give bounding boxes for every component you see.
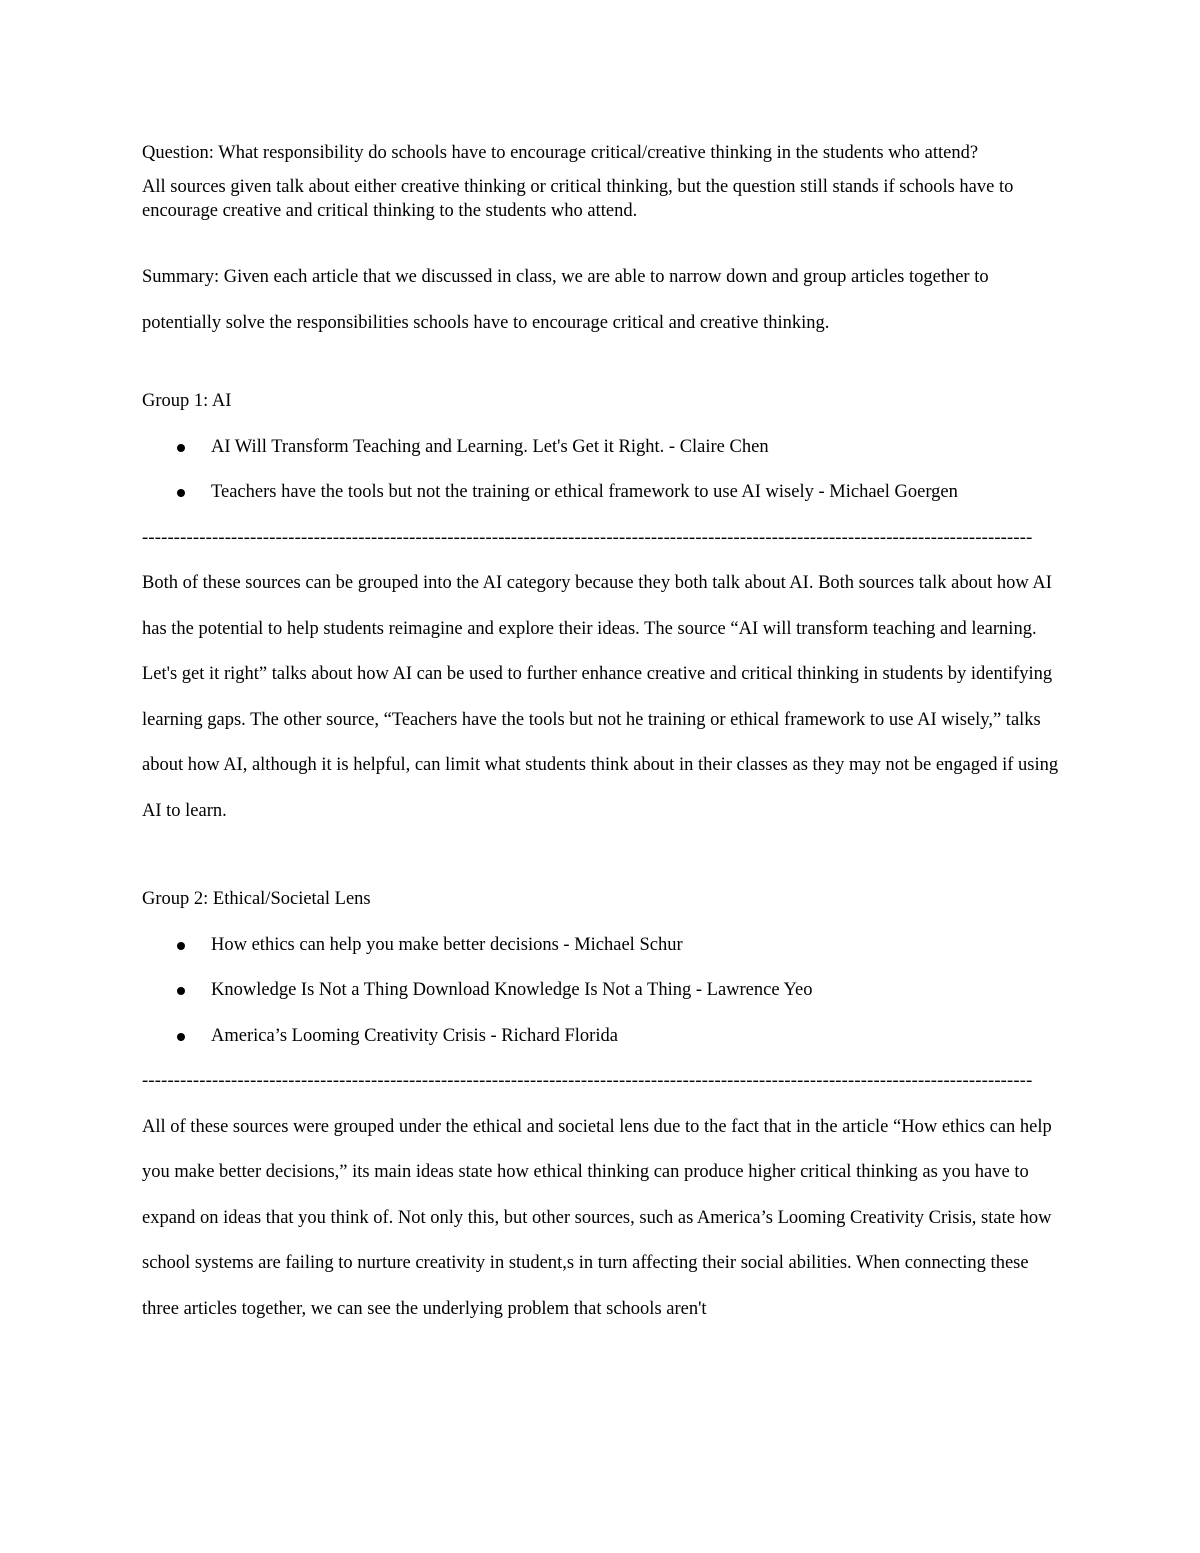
bullet-icon: [177, 1033, 185, 1041]
list-item: [142, 968, 1062, 1014]
list-item: [142, 425, 1062, 471]
question-paragraph: Question: What responsibility do schools have to encourage critical/creative thinking in the students who attend?: [142, 143, 979, 163]
list-item: [142, 923, 1062, 969]
bullet-icon: [177, 942, 185, 950]
document-body: [142, 141, 1062, 1332]
bullet-icon: [177, 489, 185, 497]
source-title: America’s Looming Creativity Crisis - Richard Florida: [211, 1025, 618, 1046]
group-2-title: Group 2: Ethical/Societal Lens: [142, 889, 371, 909]
list-item: [142, 470, 1062, 516]
source-title: Teachers have the tools but not the training or ethical framework to use AI wisely - Michael Goergen: [211, 482, 958, 502]
bullet-icon: [177, 987, 185, 995]
group-1-source-list: [142, 425, 1062, 516]
group-1-discussion: Both of these sources can be grouped into the AI category because they both talk about AI. Both sources talk about how AI has the potential to help students reimagine and explore their ideas. The source “AI will transform teaching and learning. Let's get it right” talks about how AI can be used to further enhance creative and critical thinking in students by identifying learning gaps. The other source, “Teachers have the tools but not he training or ethical framework to use AI wisely,” talks about how AI, although it is helpful, can limit what students think about in their classes as they may not be engaged if using AI to learn.: [142, 573, 1059, 821]
group-1-divider: --------------------------------------------------------------------------------------------------------------------------------------------: [142, 527, 1033, 548]
group-2-discussion: All of these sources were grouped under the ethical and societal lens due to the fact that in the article “How ethics can help you make better decisions,” its main ideas state how ethical thinking can produce higher critical thinking as you have to expand on ideas that you think of. Not only this, but other sources, such as America’s Looming Creativity Crisis, state how school systems are failing to nurture creativity in student,s in turn affecting their social abilities. When connecting these three articles together, we can see the underlying problem that schools aren't: [142, 1116, 1052, 1319]
source-title: Knowledge Is Not a Thing Download Knowledge Is Not a Thing - Lawrence Yeo: [211, 980, 813, 1000]
source-title: AI Will Transform Teaching and Learning. Let's Get it Right. - Claire Chen: [211, 436, 769, 457]
intro-paragraph: All sources given talk about either creative thinking or critical thinking, but the question still stands if schools have to encourage creative and critical thinking to the students who attend.: [142, 177, 1014, 221]
group-2-divider: --------------------------------------------------------------------------------------------------------------------------------------------: [142, 1071, 1033, 1091]
group-1-title: Group 1: AI: [142, 391, 232, 411]
bullet-icon: [177, 444, 185, 452]
list-item: [142, 1014, 1062, 1060]
source-title: How ethics can help you make better decisions - Michael Schur: [211, 934, 683, 955]
summary-paragraph: Summary: Given each article that we discussed in class, we are able to narrow down and group articles together to potentially solve the responsibilities schools have to encourage critical and creative thinking.: [142, 267, 989, 333]
group-2-source-list: [142, 923, 1062, 1060]
